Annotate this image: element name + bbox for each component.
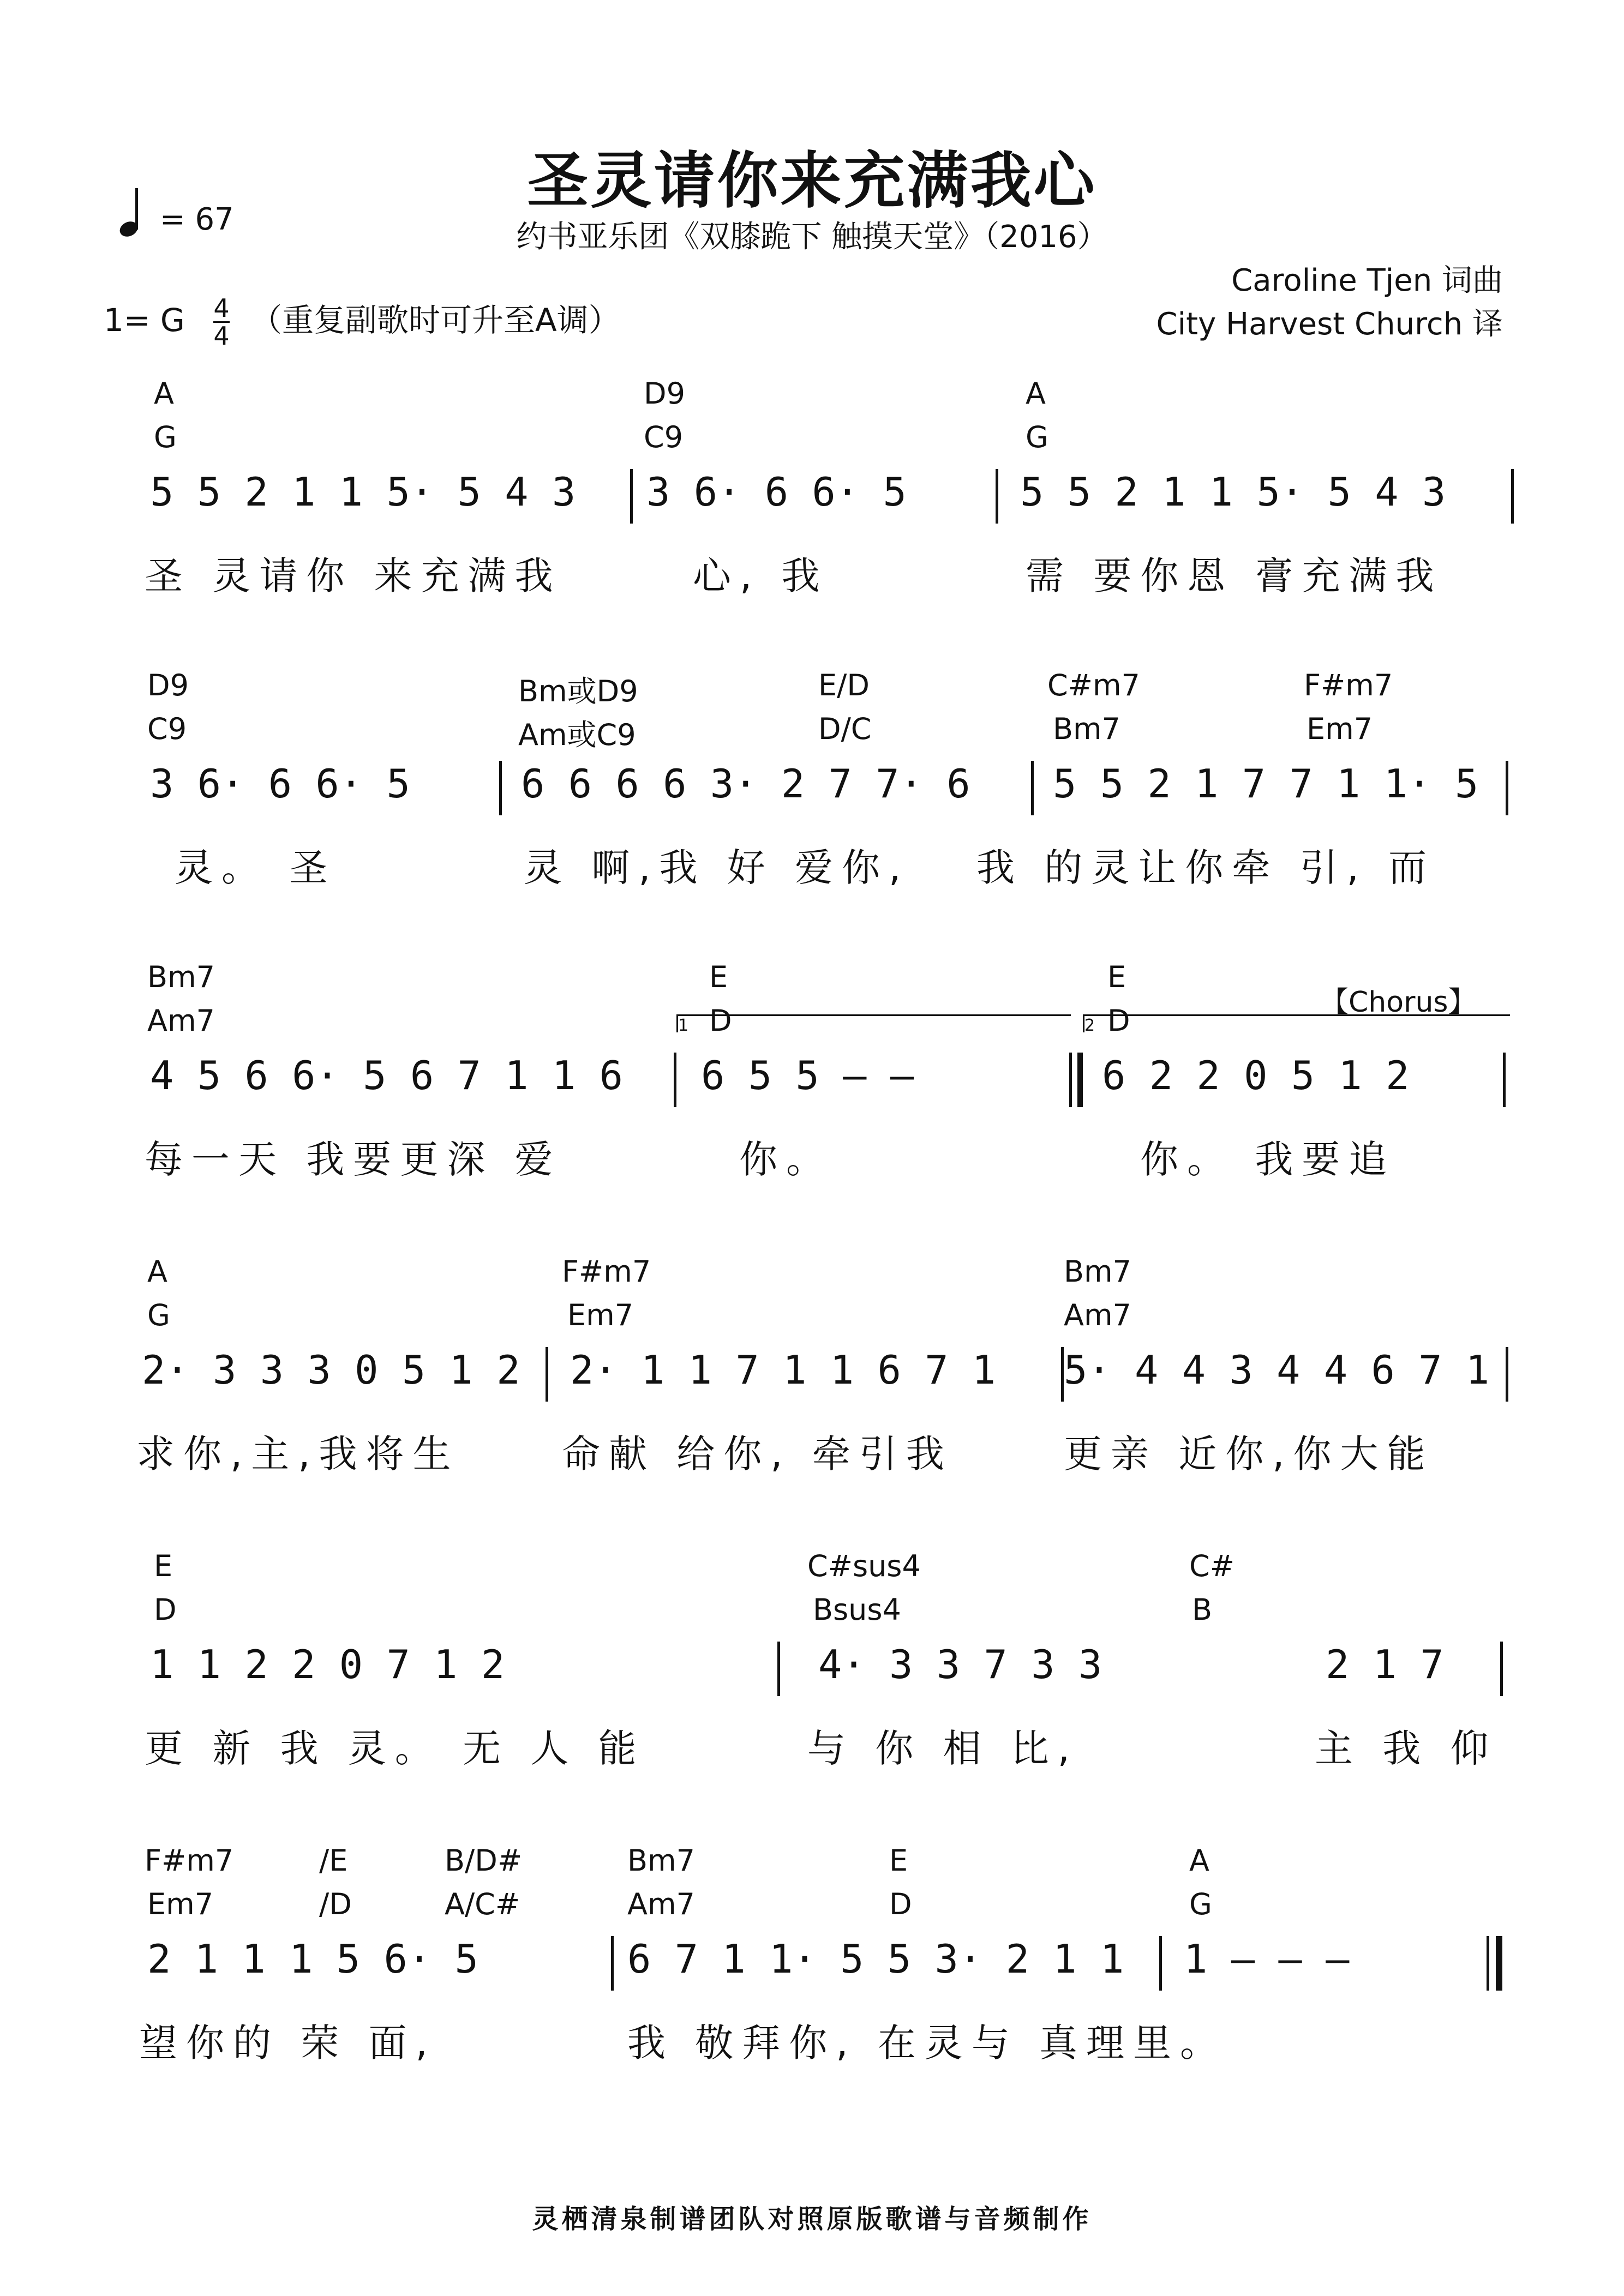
chord: D bbox=[709, 1003, 732, 1038]
chord: C9 bbox=[147, 712, 187, 746]
chord: A bbox=[1189, 1843, 1209, 1878]
barline bbox=[1159, 1936, 1162, 1991]
notation-bar: 5· 4 4 3 4 4 6 7 1 bbox=[1064, 1347, 1490, 1393]
chord: G bbox=[147, 1298, 170, 1332]
notation-bar: 6 2 2 0 5 1 2 bbox=[1102, 1053, 1410, 1098]
barline bbox=[1506, 1347, 1508, 1402]
chord: G bbox=[1026, 420, 1048, 454]
lyric-line: 望你的 荣 面, bbox=[139, 2021, 436, 2065]
barline bbox=[499, 761, 502, 815]
barline bbox=[1506, 761, 1508, 815]
tempo-value: = 67 bbox=[159, 202, 234, 237]
key-note: （重复副歌时可升至A调） bbox=[250, 302, 620, 339]
chord: Em7 bbox=[567, 1298, 634, 1332]
chord: E/D bbox=[818, 668, 870, 702]
chord: F#m7 bbox=[562, 1254, 651, 1289]
chord: Bm或D9 bbox=[518, 674, 638, 708]
chorus-label: 【Chorus】 bbox=[1320, 986, 1477, 1019]
chord: A bbox=[147, 1254, 167, 1289]
notation-bar: 2· 1 1 7 1 1 6 7 1 bbox=[570, 1347, 996, 1393]
barline bbox=[1511, 469, 1514, 524]
tempo-marking bbox=[117, 188, 234, 237]
barline bbox=[996, 469, 998, 524]
chord: D bbox=[154, 1592, 177, 1627]
chord: Bsus4 bbox=[813, 1592, 901, 1627]
notation-bar: 6 5 5 – – bbox=[701, 1053, 914, 1098]
time-bottom: 4 bbox=[213, 321, 230, 351]
barline bbox=[1500, 1642, 1503, 1696]
chord: A bbox=[1026, 376, 1046, 411]
chord: Am7 bbox=[1064, 1298, 1131, 1332]
notation-bar: 6 6 6 6 3· 2 7 7· 6 bbox=[521, 761, 970, 807]
notation-bar: 6 7 1 1· 5 5 3· 2 1 1 bbox=[627, 1936, 1124, 1982]
volta-1-label: 1 bbox=[678, 1016, 689, 1035]
key-label: 1= G bbox=[104, 302, 185, 339]
lyric-line: 命献 给你, 牵引我 bbox=[562, 1432, 953, 1476]
lyric-line: 求你,主,我将生 bbox=[136, 1432, 460, 1476]
key-signature bbox=[104, 294, 620, 349]
lyric-line: 与 你 相 比, bbox=[807, 1726, 1079, 1771]
chord: Am或C9 bbox=[518, 718, 636, 752]
volta-1 bbox=[676, 1014, 1071, 1035]
notation-bar: 5 5 2 1 7 7 1 1· 5 bbox=[1053, 761, 1479, 807]
barline bbox=[777, 1642, 780, 1696]
chord: A/C# bbox=[445, 1887, 520, 1921]
time-top: 4 bbox=[213, 293, 230, 323]
chord: D/C bbox=[818, 712, 872, 746]
chord: E bbox=[889, 1843, 908, 1878]
final-barline-thin bbox=[1487, 1936, 1489, 1991]
chord: /D bbox=[319, 1887, 352, 1921]
notation-bar: 5 5 2 1 1 5· 5 4 3 bbox=[150, 469, 576, 515]
notation-bar: 3 6· 6 6· 5 bbox=[646, 469, 907, 515]
chord: B/D# bbox=[445, 1843, 523, 1878]
chord: F#m7 bbox=[145, 1843, 234, 1878]
chord: C# bbox=[1189, 1549, 1235, 1583]
chord: Bm7 bbox=[627, 1843, 696, 1878]
translator-credit: City Harvest Church 译 bbox=[1156, 306, 1503, 342]
chord: Bm7 bbox=[1053, 712, 1121, 746]
final-barline-thick bbox=[1496, 1936, 1502, 1991]
time-signature bbox=[213, 295, 229, 349]
lyric-line: 更 新 我 灵。 无 人 能 bbox=[145, 1726, 645, 1771]
notation-bar: 3 6· 6 6· 5 bbox=[150, 761, 410, 807]
barline bbox=[1503, 1053, 1506, 1107]
chord: /E bbox=[319, 1843, 348, 1878]
chord: G bbox=[1189, 1887, 1212, 1921]
notation-bar: 2 1 1 1 5 6· 5 bbox=[147, 1936, 478, 1982]
barline bbox=[630, 469, 633, 524]
barline bbox=[674, 1053, 676, 1107]
barline bbox=[546, 1347, 548, 1402]
notation-bar: 2· 3 3 3 0 5 1 2 bbox=[142, 1347, 520, 1393]
chord: Bm7 bbox=[1064, 1254, 1132, 1289]
lyric-line: 我 敬拜你, 在灵与 真理里。 bbox=[627, 2021, 1227, 2065]
lyric-line: 灵。 圣 bbox=[175, 845, 337, 890]
lyric-line: 需 要你恩 膏充满我 bbox=[1026, 554, 1443, 598]
repeat-barline-thick bbox=[1077, 1053, 1083, 1107]
chord: C9 bbox=[644, 420, 684, 454]
lyric-line: 圣 灵请你 来充满我 bbox=[145, 554, 562, 598]
footer-credit: 灵栖清泉制谱团队对照原版歌谱与音频制作 bbox=[532, 2204, 1092, 2234]
lyric-line: 主 我 仰 bbox=[1315, 1726, 1497, 1771]
quarter-note-icon bbox=[117, 188, 150, 237]
chord: E bbox=[154, 1549, 173, 1583]
chord: E bbox=[709, 960, 728, 994]
lyric-line: 你。 bbox=[739, 1137, 833, 1182]
chord: Em7 bbox=[1307, 712, 1373, 746]
composer-credit: Caroline Tjen 词曲 bbox=[1231, 263, 1503, 298]
lyric-line: 更亲 近你,你大能 bbox=[1064, 1432, 1434, 1476]
chord: G bbox=[154, 420, 177, 454]
chord: C#sus4 bbox=[807, 1549, 921, 1583]
volta-2-label: 2 bbox=[1084, 1016, 1095, 1035]
chord: A bbox=[154, 376, 174, 411]
chord: F#m7 bbox=[1304, 668, 1393, 702]
chord: D9 bbox=[147, 668, 189, 702]
notation-bar: 5 5 2 1 1 5· 5 4 3 bbox=[1020, 469, 1446, 515]
notation-bar: 4 5 6 6· 5 6 7 1 1 6 bbox=[150, 1053, 623, 1098]
chord: Em7 bbox=[147, 1887, 214, 1921]
repeat-barline bbox=[1069, 1053, 1072, 1107]
notation-bar: 1 – – – bbox=[1184, 1936, 1350, 1982]
chord: C#m7 bbox=[1047, 668, 1140, 702]
chord: D bbox=[889, 1887, 912, 1921]
song-subtitle: 约书亚乐团《双膝跪下 触摸天堂》（2016） bbox=[516, 219, 1108, 255]
chord: Bm7 bbox=[147, 960, 215, 994]
chord: Am7 bbox=[147, 1003, 215, 1038]
notation-bar: 2 1 7 bbox=[1326, 1642, 1444, 1687]
notation-bar: 1 1 2 2 0 7 1 2 bbox=[150, 1642, 505, 1687]
lyric-line: 我 的灵让你牵 引, 而 bbox=[976, 845, 1436, 890]
song-title: 圣灵请你来充满我心 bbox=[527, 146, 1097, 217]
chord: D bbox=[1107, 1003, 1130, 1038]
chord: Am7 bbox=[627, 1887, 695, 1921]
notation-bar: 4· 3 3 7 3 3 bbox=[818, 1642, 1102, 1687]
lyric-line: 心, 我 bbox=[693, 554, 829, 598]
barline bbox=[611, 1936, 614, 1991]
chord: B bbox=[1192, 1592, 1213, 1627]
barline bbox=[1031, 761, 1034, 815]
chord: D9 bbox=[644, 376, 685, 411]
lyric-line: 灵 啊,我 好 爱你, bbox=[524, 845, 910, 890]
lyric-line: 每一天 我要更深 爱 bbox=[145, 1137, 562, 1182]
lyric-line: 你。 我要追 bbox=[1140, 1137, 1396, 1182]
chord: E bbox=[1107, 960, 1126, 994]
